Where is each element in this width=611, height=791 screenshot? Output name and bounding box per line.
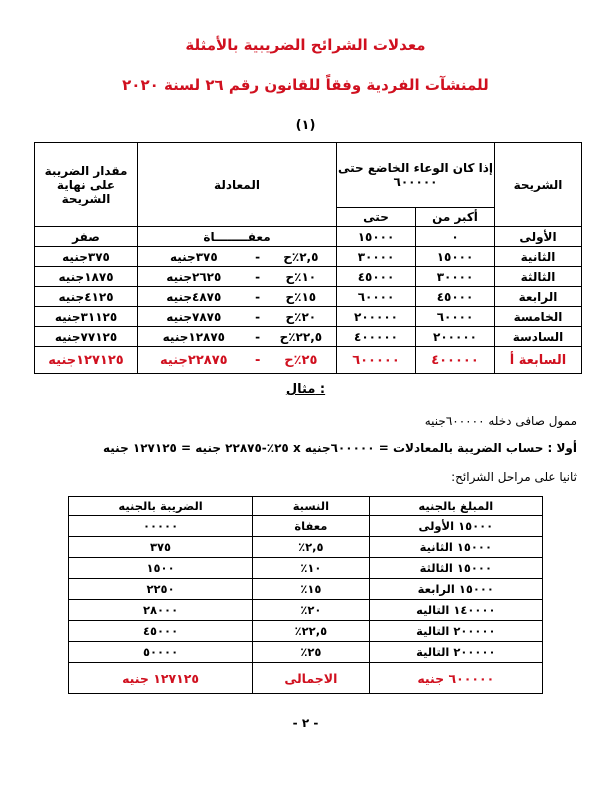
example-line-3: ثانيا على مراحل الشرائح: bbox=[451, 470, 577, 484]
stage-rate: ٢٢,٥٪ bbox=[253, 621, 370, 642]
bracket-from: ٠ bbox=[416, 227, 495, 247]
stage-amount: ١٥٠٠٠ الأولى bbox=[369, 516, 542, 537]
bracket-minus: - bbox=[250, 287, 266, 307]
stage-tax: ١٥٠٠ bbox=[69, 558, 253, 579]
page-number: - ٢ - bbox=[292, 716, 319, 730]
bracket-from: ٣٠٠٠٠ bbox=[416, 267, 495, 287]
stage-rate: معفاة bbox=[253, 516, 370, 537]
header-equation: المعادلة bbox=[138, 143, 337, 227]
bracket-deduct: ١٢٨٧٥جنيه bbox=[138, 327, 250, 347]
bracket-to: ٦٠٠٠٠ bbox=[337, 287, 416, 307]
bracket-name: الثالثة bbox=[495, 267, 582, 287]
bracket-tax: ٤١٢٥جنيه bbox=[35, 287, 138, 307]
tax-brackets-table bbox=[34, 142, 582, 374]
bracket-minus: - bbox=[250, 327, 266, 347]
header-up-to: حتى bbox=[337, 208, 416, 227]
stage-tax: ٣٧٥ bbox=[69, 537, 253, 558]
header-taxable-base: إذا كان الوعاء الخاضع حتى ٦٠٠٠٠٠ bbox=[337, 143, 495, 208]
bracket-minus: - bbox=[250, 247, 266, 267]
table-row bbox=[35, 327, 582, 347]
table-row bbox=[69, 579, 543, 600]
bracket-deduct: ٢٢٨٧٥جنيه bbox=[138, 347, 250, 374]
table-row bbox=[69, 621, 543, 642]
example-stages-table bbox=[68, 496, 543, 694]
bracket-to: ٢٠٠٠٠٠ bbox=[337, 307, 416, 327]
bracket-tax: ١٨٧٥جنيه bbox=[35, 267, 138, 287]
bracket-deduct: ٤٨٧٥جنيه bbox=[138, 287, 250, 307]
stage-rate: ٢٥٪ bbox=[253, 642, 370, 663]
stage-tax: ٠٠٠٠٠ bbox=[69, 516, 253, 537]
bracket-deduct: ٣٧٥جنيه bbox=[138, 247, 250, 267]
stage-amount: ١٥٠٠٠ الثانية bbox=[369, 537, 542, 558]
bracket-tax: ٣٧٥جنيه bbox=[35, 247, 138, 267]
bracket-to: ٣٠٠٠٠ bbox=[337, 247, 416, 267]
bracket-rate: ٢٠٪ح bbox=[266, 307, 337, 327]
stage-amount: ٢٠٠٠٠٠ التالية bbox=[369, 642, 542, 663]
table-row bbox=[69, 642, 543, 663]
header-tax-end: مقدار الضريبة على نهاية الشريحة bbox=[35, 143, 138, 227]
bracket-from: ٢٠٠٠٠٠ bbox=[416, 327, 495, 347]
bracket-from: ٦٠٠٠٠ bbox=[416, 307, 495, 327]
bracket-to: ٦٠٠٠٠٠ bbox=[337, 347, 416, 374]
example-line-1: ممول صافى دخله ٦٠٠٠٠٠جنيه bbox=[424, 414, 577, 428]
bracket-rate: ٢,٥٪ح bbox=[266, 247, 337, 267]
stage-amount: ٢٠٠٠٠٠ التالية bbox=[369, 621, 542, 642]
stage-tax: ٢٢٥٠ bbox=[69, 579, 253, 600]
bracket-minus: - bbox=[250, 307, 266, 327]
bracket-from: ٤٠٠٠٠٠ bbox=[416, 347, 495, 374]
page-subtitle: للمنشآت الفردية وفقاً للقانون رقم ٢٦ لسنة ٢٠٢٠ bbox=[122, 76, 489, 94]
stage-tax: ٤٥٠٠٠ bbox=[69, 621, 253, 642]
bracket-name: الخامسة bbox=[495, 307, 582, 327]
total-tax: ١٢٧١٢٥ جنيه bbox=[69, 663, 253, 694]
bracket-name: السادسة bbox=[495, 327, 582, 347]
stage-rate: ٢٠٪ bbox=[253, 600, 370, 621]
bracket-tax: ١٢٧١٢٥جنيه bbox=[35, 347, 138, 374]
header-rate: النسبة bbox=[253, 497, 370, 516]
table-row bbox=[69, 558, 543, 579]
bracket-rate: ١٠٪ح bbox=[266, 267, 337, 287]
bracket-rate: ١٥٪ح bbox=[266, 287, 337, 307]
table-row bbox=[35, 267, 582, 287]
stage-rate: ١٠٪ bbox=[253, 558, 370, 579]
bracket-from: ٤٥٠٠٠ bbox=[416, 287, 495, 307]
header-amount: المبلغ بالجنيه bbox=[369, 497, 542, 516]
bracket-rate: ٢٢,٥٪ح bbox=[266, 327, 337, 347]
total-label: الاجمالى bbox=[253, 663, 370, 694]
bracket-to: ٤٠٠٠٠٠ bbox=[337, 327, 416, 347]
table-number: (١) bbox=[295, 118, 316, 133]
bracket-tax: صفر bbox=[35, 227, 138, 247]
stage-tax: ٢٨٠٠٠ bbox=[69, 600, 253, 621]
table-total-row bbox=[69, 663, 543, 694]
bracket-deduct: ٧٨٧٥جنيه bbox=[138, 307, 250, 327]
bracket-rate: ٢٥٪ح bbox=[266, 347, 337, 374]
bracket-name: الأولى bbox=[495, 227, 582, 247]
table-row bbox=[35, 307, 582, 327]
page-title: معدلات الشرائح الضريبية بالأمثلة bbox=[185, 36, 426, 54]
bracket-tax: ٧٧١٢٥جنيه bbox=[35, 327, 138, 347]
bracket-name: الثانية bbox=[495, 247, 582, 267]
table-total-row bbox=[35, 347, 582, 374]
bracket-minus: - bbox=[250, 347, 266, 374]
bracket-name: الرابعة bbox=[495, 287, 582, 307]
stage-rate: ١٥٪ bbox=[253, 579, 370, 600]
stage-amount: ١٤٠٠٠٠ التاليه bbox=[369, 600, 542, 621]
header-tax: الضريبة بالجنيه bbox=[69, 497, 253, 516]
table-row bbox=[35, 227, 582, 247]
bracket-deduct: ٢٦٢٥جنيه bbox=[138, 267, 250, 287]
bracket-name: السابعة أ bbox=[495, 347, 582, 374]
example-title: مثال : bbox=[285, 382, 326, 397]
stage-rate: ٢,٥٪ bbox=[253, 537, 370, 558]
table-row bbox=[35, 287, 582, 307]
example-line-2: أولا : حساب الضريبة بالمعادلات = ٦٠٠٠٠٠جنيه x ٢٥٪-٢٢٨٧٥ جنيه = ١٢٧١٢٥ جنيه bbox=[103, 441, 577, 455]
stage-amount: ١٥٠٠٠ الثالثة bbox=[369, 558, 542, 579]
table-row bbox=[69, 537, 543, 558]
bracket-from: ١٥٠٠٠ bbox=[416, 247, 495, 267]
stage-amount: ١٥٠٠٠ الرابعة bbox=[369, 579, 542, 600]
bracket-to: ٤٥٠٠٠ bbox=[337, 267, 416, 287]
total-amount: ٦٠٠٠٠٠ جنيه bbox=[369, 663, 542, 694]
bracket-equation: معفــــــــاة bbox=[138, 227, 337, 247]
header-bracket: الشريحة bbox=[495, 143, 582, 227]
bracket-minus: - bbox=[250, 267, 266, 287]
table-row bbox=[69, 600, 543, 621]
table-row bbox=[35, 247, 582, 267]
stage-tax: ٥٠٠٠٠ bbox=[69, 642, 253, 663]
header-greater-than: أكبر من bbox=[416, 208, 495, 227]
table-row bbox=[69, 516, 543, 537]
bracket-to: ١٥٠٠٠ bbox=[337, 227, 416, 247]
bracket-tax: ٣١١٢٥جنيه bbox=[35, 307, 138, 327]
